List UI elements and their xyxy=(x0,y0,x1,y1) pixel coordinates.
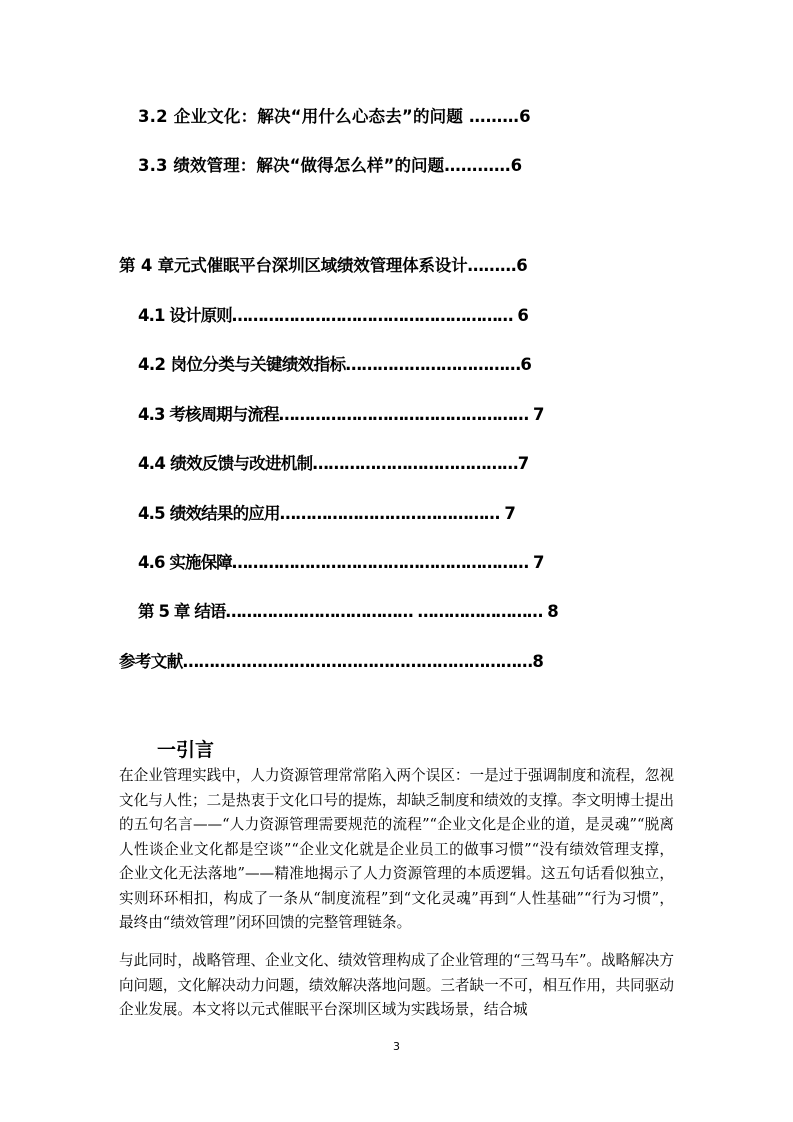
page-number: 3 xyxy=(393,1040,400,1053)
toc-entry-3-2[interactable]: 3.2 企业文化：解决“用什么心态去”的问题 ………6 xyxy=(138,107,531,126)
section-title: 一引言 xyxy=(157,739,215,761)
body-paragraph: 与此同时，战略管理、企业文化、绩效管理构成了企业管理的“三驾马车”。战略解决方向问题，文化解决动力问题，绩效解决落地问题。三者缺一不可，相互作用，共同驱动企业发展。本文将以元式催眠平台深圳区域为实践场景，结合城 xyxy=(119,952,674,1018)
toc-entry-3-3[interactable]: 3.3 绩效管理：解决“做得怎么样”的问题…………6 xyxy=(138,156,523,175)
toc-entry-4-1[interactable]: 4.1 设计原则……………………………………………… 6 xyxy=(138,306,528,325)
toc-entry-chapter-5[interactable]: 第 5 章 结语……………………………… …………………… 8 xyxy=(138,602,558,621)
toc-entry-chapter-4[interactable]: 第 4 章元式催眠平台深圳区域绩效管理体系设计………6 xyxy=(119,256,528,275)
toc-entry-4-3[interactable]: 4.3 考核周期与流程………………………………………… 7 xyxy=(138,405,544,424)
body-paragraph: 在企业管理实践中，人力资源管理常常陷入两个误区：一是过于强调制度和流程，忽视文化与人性；二是热衷于文化口号的提炼，却缺乏制度和绩效的支撑。李文明博士提出的五句名言——“人力资源管理需要规范的流程”“企业文化是企业的道，是灵魂”“脱离人性谈企业文化都是空谈”“企业文化就是企业员工的做事习惯”“没有绩效管理支撑，企业文化无法落地”——精准地揭示了人力资源管理的本质逻辑。这五句话看似独立，实则环环相扣，构成了一条从“制度流程”到“文化灵魂”再到“人性基础”“行为习惯”，最终由“绩效管理”闭环回馈的完整管理链条。 xyxy=(119,767,674,931)
toc-entry-4-4[interactable]: 4.4 绩效反馈与改进机制…………………………………7 xyxy=(138,454,529,473)
toc-entry-4-5[interactable]: 4.5 绩效结果的应用…………………………………… 7 xyxy=(138,504,516,523)
toc-entry-4-2[interactable]: 4.2 岗位分类与关键绩效指标……………………………6 xyxy=(138,355,532,374)
toc-entry-4-6[interactable]: 4.6 实施保障………………………………………………… 7 xyxy=(138,553,544,572)
toc-entry-references[interactable]: 参考文献…………………………………………………………8 xyxy=(119,652,544,671)
